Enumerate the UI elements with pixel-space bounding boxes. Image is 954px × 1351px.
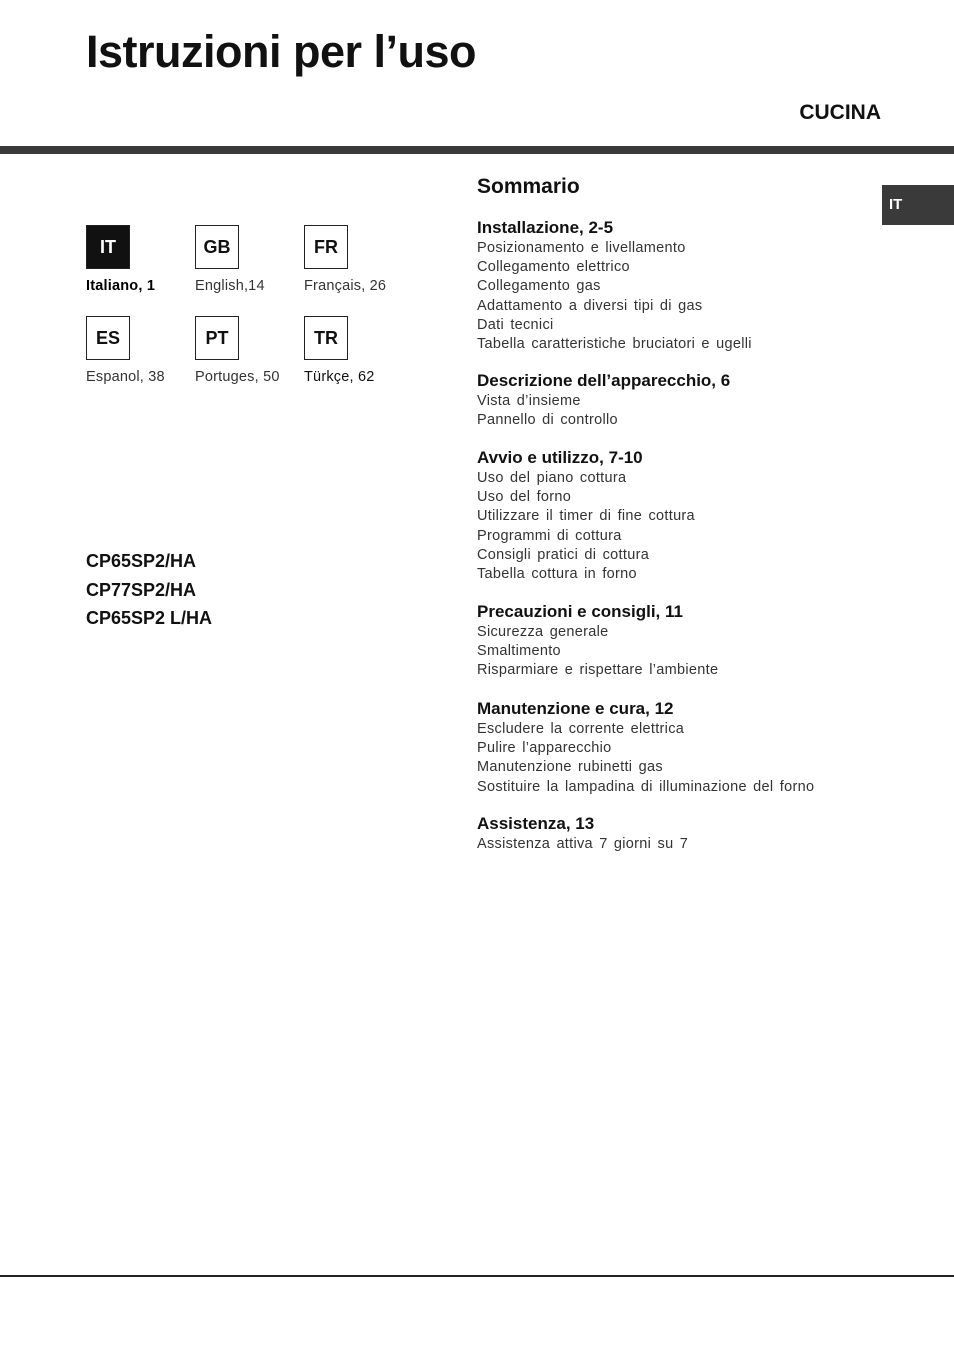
- toc-section-heading[interactable]: Descrizione dell’apparecchio, 6: [477, 371, 731, 390]
- toc-item[interactable]: Posizionamento e livellamento: [477, 240, 686, 256]
- model-number: CP77SP2/HA: [86, 579, 197, 600]
- toc-item[interactable]: Vista d’insieme: [477, 393, 581, 409]
- language-code-box[interactable]: FR: [304, 225, 348, 269]
- toc-item[interactable]: Programmi di cottura: [477, 527, 622, 544]
- toc-item[interactable]: Manutenzione rubinetti gas: [477, 759, 663, 776]
- footer-divider: [0, 1275, 954, 1277]
- toc-section-heading[interactable]: Assistenza, 13: [477, 814, 595, 833]
- language-code-box[interactable]: IT: [86, 225, 130, 269]
- toc-item[interactable]: Collegamento gas: [477, 278, 601, 295]
- toc-item[interactable]: Tabella caratteristiche bruciatori e ugelli: [477, 336, 752, 353]
- language-side-tab: IT: [882, 185, 954, 225]
- language-item-pt[interactable]: [195, 316, 305, 385]
- page-title: Istruzioni per l’uso: [86, 26, 477, 77]
- language-label: Français, 26: [304, 278, 387, 294]
- language-code-box[interactable]: PT: [195, 316, 239, 360]
- model-list: [86, 549, 212, 635]
- toc-item[interactable]: Sostituire la lampadina di illuminazione del forno: [477, 778, 815, 795]
- toc-item[interactable]: Sicurezza generale: [477, 624, 609, 640]
- toc-item[interactable]: Escludere la corrente elettrica: [477, 721, 685, 737]
- language-code-box[interactable]: ES: [86, 316, 130, 360]
- language-code-box[interactable]: TR: [304, 316, 348, 360]
- model-number: CP65SP2/HA: [86, 551, 197, 571]
- language-label: Espanol, 38: [86, 369, 165, 385]
- toc-item[interactable]: Risparmiare e rispettare l’ambiente: [477, 662, 719, 679]
- toc-section-installazione: [477, 217, 752, 354]
- language-item-fr[interactable]: [304, 225, 414, 294]
- toc-section-heading[interactable]: Precauzioni e consigli, 11: [477, 602, 683, 621]
- language-label: English,14: [195, 278, 265, 294]
- toc-item[interactable]: Uso del piano cottura: [477, 470, 627, 486]
- toc-title: Sommario: [477, 175, 580, 198]
- language-item-tr[interactable]: [304, 316, 414, 385]
- language-item-it[interactable]: [86, 225, 196, 294]
- toc-section-heading[interactable]: Avvio e utilizzo, 7-10: [477, 448, 643, 467]
- toc-item[interactable]: Utilizzare il timer di fine cottura: [477, 508, 695, 525]
- toc-section-heading[interactable]: Manutenzione e cura, 12: [477, 699, 674, 718]
- toc-section-avvio: [477, 447, 695, 584]
- toc-item[interactable]: Adattamento a diversi tipi di gas: [477, 297, 703, 314]
- toc-item[interactable]: Pulire l’apparecchio: [477, 740, 612, 757]
- toc-section-precauzioni: [477, 601, 718, 681]
- language-code-box[interactable]: GB: [195, 225, 239, 269]
- language-item-gb[interactable]: [195, 225, 305, 294]
- toc-section-heading[interactable]: Installazione, 2-5: [477, 218, 614, 237]
- toc-item[interactable]: Collegamento elettrico: [477, 259, 630, 276]
- toc-item[interactable]: Smaltimento: [477, 643, 561, 660]
- toc-item[interactable]: Pannello di controllo: [477, 412, 618, 429]
- product-category: CUCINA: [799, 101, 881, 124]
- toc-item[interactable]: Consigli pratici di cottura: [477, 546, 650, 563]
- language-item-es[interactable]: [86, 316, 196, 385]
- language-label: Türkçe, 62: [304, 369, 375, 385]
- header-divider: [0, 146, 954, 154]
- toc-item[interactable]: Dati tecnici: [477, 316, 554, 333]
- toc-section-descrizione: [477, 370, 730, 430]
- language-label: Portuges, 50: [195, 369, 280, 385]
- model-number: CP65SP2 L/HA: [86, 608, 213, 628]
- toc-item[interactable]: Assistenza attiva 7 giorni su 7: [477, 836, 689, 852]
- toc-item[interactable]: Uso del forno: [477, 489, 572, 506]
- toc-item[interactable]: Tabella cottura in forno: [477, 566, 637, 583]
- toc-section-assistenza: [477, 813, 688, 854]
- language-label: Italiano, 1: [86, 278, 156, 294]
- toc-section-manutenzione: [477, 698, 814, 797]
